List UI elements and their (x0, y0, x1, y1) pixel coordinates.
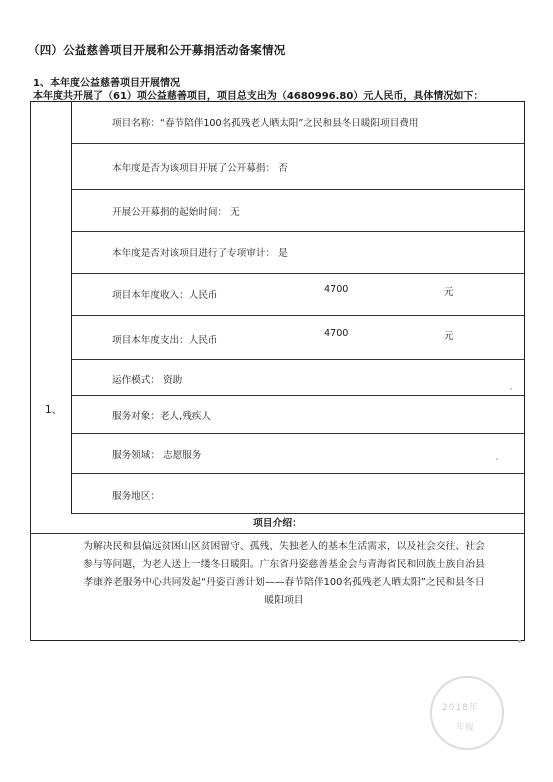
index-cell (31, 102, 72, 514)
row-project-name (72, 102, 524, 144)
intro-text: 为解决民和县偏远贫困山区贫困留守、孤残、失独老人的基本生活需求，以及社会交往、社会参与等问题，为老人送上一缕冬日暖阳。广东省丹姿慈善基金会与青海省民和回族土族自治县孝康养老服务中心共同发起“丹姿百善计划——春节陪伴100名孤残老人晒太阳”之民和县冬日暖阳项目 (83, 541, 485, 606)
project-table (30, 101, 525, 641)
fundraising-start: 开展公开募捐的起始时间： 无 (112, 207, 240, 218)
service-field: 服务领域： 志愿服务 (112, 450, 202, 461)
public-fundraising: 本年度是否为该项目开展了公开募捐： 否 (112, 163, 288, 174)
special-audit: 本年度是否对该项目进行了专项审计： 是 (112, 248, 288, 259)
row-service-area (72, 474, 524, 514)
summary-line: 本年度共开展了（61）项公益慈善项目，项目总支出为（4680996.80）元人民币，具体情况如下： (33, 91, 484, 102)
expense-unit: 元 (444, 331, 454, 342)
income-amount: 4700 (324, 284, 349, 295)
row-service-field (72, 434, 524, 474)
stamp-year: 2018年 (442, 703, 479, 713)
year-stamp (430, 676, 504, 750)
intro-heading: 项目介绍： (31, 514, 524, 534)
stamp-label: 年报 (456, 723, 475, 733)
project-name: 项目名称：“春节陪伴100名孤残老人晒太阳”之民和县冬日暖阳项目费用 (112, 118, 419, 129)
row-income (72, 274, 524, 316)
income-label: 项目本年度收入：人民币 (112, 290, 218, 301)
expense-amount: 4700 (324, 328, 349, 339)
section-title: （四）公益慈善项目开展和公开募捐活动备案情况 (28, 43, 286, 57)
subsection-title: 1、本年度公益慈善项目开展情况 (33, 78, 180, 89)
row-service-targets (72, 396, 524, 434)
row-special-audit (72, 232, 524, 274)
row-operation-mode (72, 360, 524, 396)
scan-speck (518, 640, 521, 643)
row-fundraising-start (72, 190, 524, 232)
expense-label: 项目本年度支出：人民币 (112, 335, 218, 346)
row-public-fundraising (72, 144, 524, 190)
service-area: 服务地区： (112, 491, 160, 502)
scan-speck (496, 458, 498, 460)
income-unit: 元 (444, 287, 454, 298)
operation-mode: 运作模式： 资助 (112, 375, 183, 386)
row-expense (72, 316, 524, 360)
service-targets: 服务对象：老人,残疾人 (112, 411, 211, 422)
item-index: 1、 (45, 404, 63, 416)
scan-speck (510, 388, 512, 390)
